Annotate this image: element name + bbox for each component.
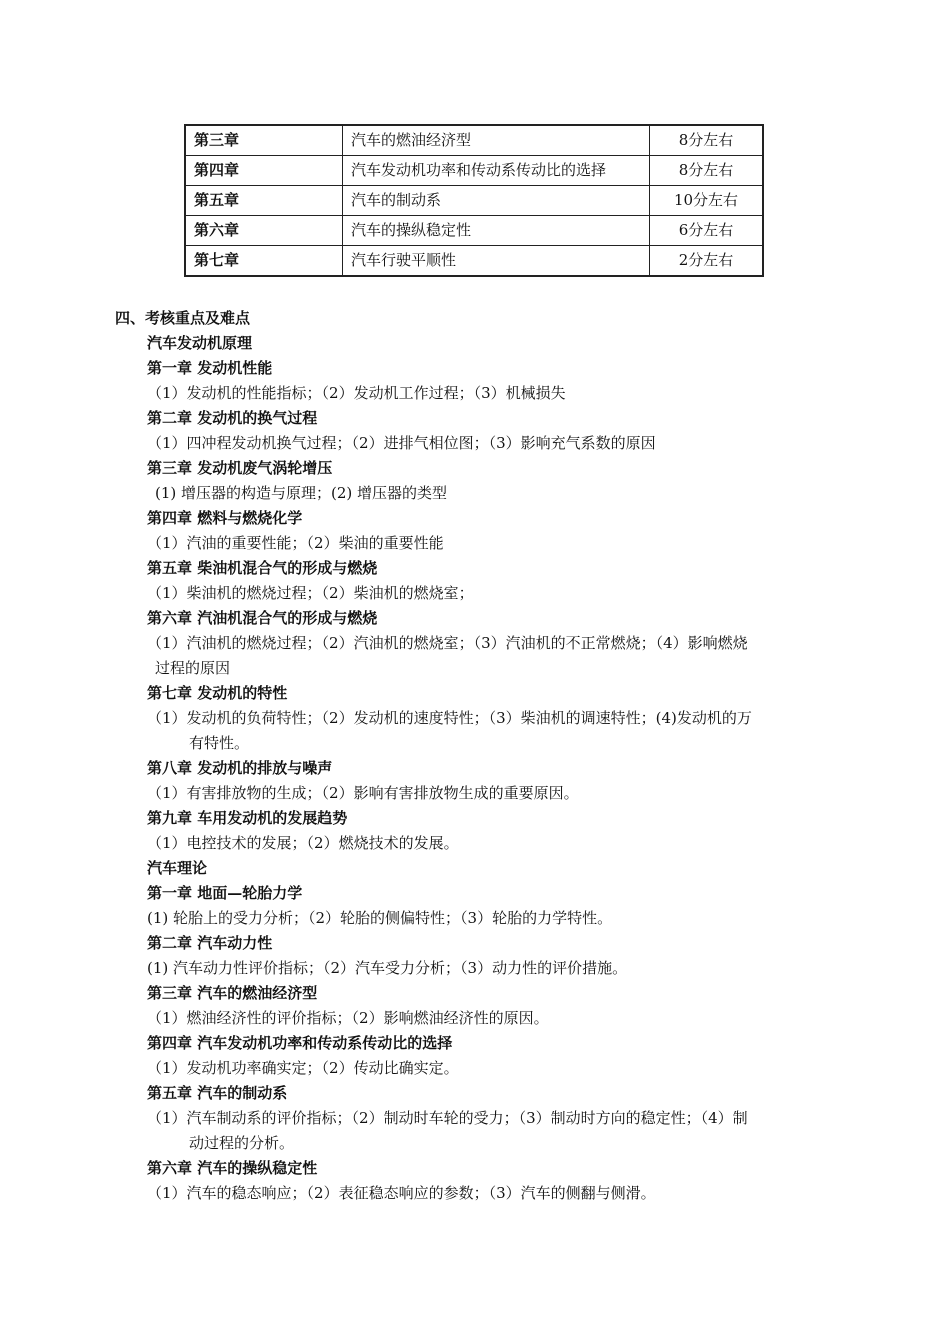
points-cell: 10分左右 [650,186,764,216]
engine-ch7-text-line1: （1）发动机的负荷特性；（2）发动机的速度特性；（3）柴油机的调速特性；(4)发动机的万 [147,709,752,727]
chapter-cell: 第五章 [185,186,343,216]
theory-ch3-text: （1）燃油经济性的评价指标；（2）影响燃油经济性的原因。 [147,1009,549,1027]
chapter-title-cell: 汽车行驶平顺性 [343,246,650,277]
table-row [185,186,763,216]
engine-ch2-title: 第二章 发动机的换气过程 [147,409,318,427]
engine-ch9-text: （1）电控技术的发展；（2）燃烧技术的发展。 [147,834,459,852]
theory-ch3-title: 第三章 汽车的燃油经济型 [147,984,318,1002]
chapter-cell: 第六章 [185,216,343,246]
theory-ch1-title: 第一章 地面—轮胎力学 [147,884,303,902]
theory-ch6-text: （1）汽车的稳态响应；（2）表征稳态响应的参数；（3）汽车的侧翻与侧滑。 [147,1184,656,1202]
engine-ch6-text-line2: 过程的原因 [155,659,231,677]
engine-principles-heading: 汽车发动机原理 [147,334,253,352]
theory-ch4-title: 第四章 汽车发动机功率和传动系传动比的选择 [147,1034,453,1052]
engine-ch5-title: 第五章 柴油机混合气的形成与燃烧 [147,559,378,577]
theory-ch4-text: （1）发动机功率确实定；（2）传动比确实定。 [147,1059,459,1077]
table-row [185,125,763,156]
points-cell: 8分左右 [650,156,764,186]
engine-ch4-text: （1）汽油的重要性能；（2）柴油的重要性能 [147,534,444,552]
theory-ch2-title: 第二章 汽车动力性 [147,934,273,952]
points-cell: 2分左右 [650,246,764,277]
chapter-title-cell: 汽车的操纵稳定性 [343,216,650,246]
theory-ch1-text: (1) 轮胎上的受力分析；（2）轮胎的侧偏特性；（3）轮胎的力学特性。 [147,909,613,927]
chapter-score-table-wrapper [184,124,764,277]
engine-ch8-title: 第八章 发动机的排放与噪声 [147,759,333,777]
table-row [185,156,763,186]
engine-ch3-text: (1) 增压器的构造与原理；(2) 增压器的类型 [155,484,448,502]
chapter-cell: 第三章 [185,125,343,156]
vehicle-theory-heading: 汽车理论 [147,859,208,877]
theory-ch5-text-line1: （1）汽车制动系的评价指标；（2）制动时车轮的受力；（3）制动时方向的稳定性；（4）制 [147,1109,748,1127]
chapter-title-cell: 汽车的制动系 [343,186,650,216]
engine-ch6-title: 第六章 汽油机混合气的形成与燃烧 [147,609,378,627]
points-cell: 8分左右 [650,125,764,156]
engine-ch6-text-line1: （1）汽油机的燃烧过程；（2）汽油机的燃烧室；（3）汽油机的不正常燃烧；（4）影响燃烧 [147,634,748,652]
engine-ch1-title: 第一章 发动机性能 [147,359,273,377]
theory-ch6-title: 第六章 汽车的操纵稳定性 [147,1159,318,1177]
theory-ch5-text-line2: 动过程的分析。 [189,1134,295,1152]
engine-ch8-text: （1）有害排放物的生成；（2）影响有害排放物生成的重要原因。 [147,784,579,802]
theory-ch5-title: 第五章 汽车的制动系 [147,1084,288,1102]
engine-ch4-title: 第四章 燃料与燃烧化学 [147,509,303,527]
engine-ch7-title: 第七章 发动机的特性 [147,684,288,702]
engine-ch1-text: （1）发动机的性能指标；（2）发动机工作过程；（3）机械损失 [147,384,566,402]
chapter-cell: 第四章 [185,156,343,186]
section-title: 四、考核重点及难点 [115,309,251,327]
engine-ch3-title: 第三章 发动机废气涡轮增压 [147,459,333,477]
chapter-title-cell: 汽车发动机功率和传动系传动比的选择 [343,156,650,186]
theory-ch2-text: (1) 汽车动力性评价指标；（2）汽车受力分析；（3）动力性的评价措施。 [147,959,628,977]
engine-ch5-text: （1）柴油机的燃烧过程；（2）柴油机的燃烧室； [147,584,474,602]
points-cell: 6分左右 [650,216,764,246]
chapter-cell: 第七章 [185,246,343,277]
chapter-score-table [184,124,764,277]
table-row [185,216,763,246]
chapter-title-cell: 汽车的燃油经济型 [343,125,650,156]
engine-ch7-text-line2: 有特性。 [189,734,250,752]
table-row [185,246,763,277]
engine-ch2-text: （1）四冲程发动机换气过程；（2）进排气相位图；（3）影响充气系数的原因 [147,434,656,452]
engine-ch9-title: 第九章 车用发动机的发展趋势 [147,809,348,827]
